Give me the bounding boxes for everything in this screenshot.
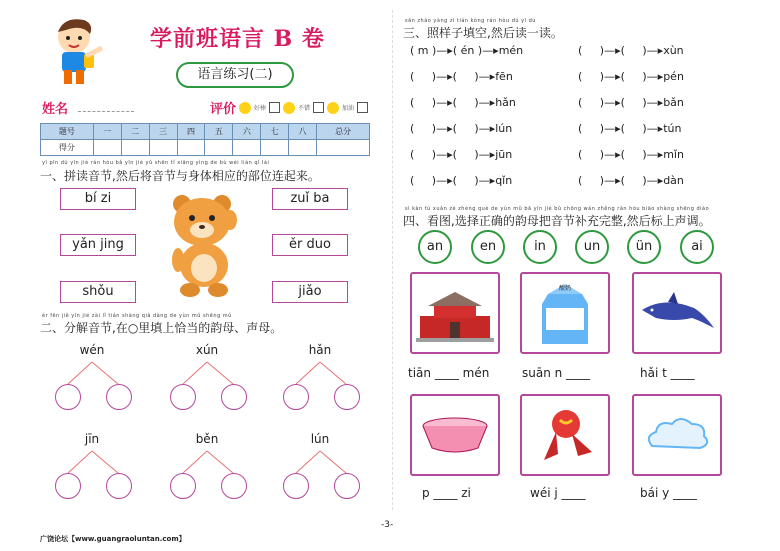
section2-heading: 二、分解音节,在○里填上恰当的韵母、声母。 — [40, 321, 283, 335]
vowel-an: an — [418, 230, 452, 264]
section3-pinyin: sān zhào yàng zi tián kòng rán hòu dú yī dú — [405, 18, 536, 24]
caption-dolphin: hǎi t ____ — [640, 366, 695, 380]
cloud-icon — [634, 396, 720, 474]
answer-circle[interactable] — [170, 384, 196, 410]
vowel-ai: ai — [680, 230, 714, 264]
answer-circle[interactable] — [106, 473, 132, 499]
pinyin-box-jiao: jiǎo — [272, 281, 348, 303]
page-number: -3- — [381, 520, 394, 530]
page-divider — [392, 10, 393, 510]
tree-syllable-jin: jīn — [84, 432, 100, 446]
pinyin-box-yanjing: yǎn jing — [60, 234, 136, 256]
tree-syllable-ben: běn — [195, 432, 219, 446]
section2-pinyin: èr fēn jiě yīn jié zài lǐ tián shàng qià dàng de yùn mǔ shēng mǔ — [42, 313, 232, 319]
seq-row-left-3[interactable]: ( )—▸( )—▸lún — [410, 122, 513, 135]
tree-syllable-wen: wén — [79, 343, 105, 357]
section3-heading: 三、照样子填空,然后读一读。 — [403, 26, 563, 40]
caption-scarf: wéi j ____ — [530, 486, 586, 500]
answer-circle[interactable] — [170, 473, 196, 499]
evaluation: 评价 好棒 不错 加油 — [210, 98, 368, 117]
answer-circle[interactable] — [283, 384, 309, 410]
seq-row-right-5[interactable]: ( )—▸( )—▸mǐn — [578, 148, 684, 161]
answer-circle[interactable] — [55, 473, 81, 499]
subtitle: 语言练习(二) — [176, 62, 294, 88]
tree-syllable-xun: xún — [195, 343, 219, 357]
pinyin-box-erduo: ěr duo — [272, 234, 348, 256]
svg-text:酸奶: 酸奶 — [558, 285, 572, 292]
answer-circle[interactable] — [334, 384, 360, 410]
tree-syllable-han: hǎn — [308, 343, 332, 357]
seq-row-example: ( m )—▸( én )—▸mén — [410, 44, 524, 57]
seq-row-left-2[interactable]: ( )—▸( )—▸hǎn — [410, 96, 516, 109]
seq-row-right-1[interactable]: ( )—▸( )—▸xùn — [578, 44, 684, 57]
scarf-icon — [522, 396, 608, 474]
picture-basin — [410, 394, 500, 476]
answer-circle[interactable] — [55, 384, 81, 410]
section1-pinyin: yī pīn dú yīn jié rán hòu bǎ yīn jié yǔ shēn tǐ xiāng yìng de bù wèi lián qǐ lái — [42, 160, 270, 166]
pinyin-box-bizi: bí zi — [60, 188, 136, 210]
seq-row-right-6[interactable]: ( )—▸( )—▸dàn — [578, 174, 684, 187]
vowel-u-umlaut-n: ün — [627, 230, 661, 264]
seq-row-right-3[interactable]: ( )—▸( )—▸bǎn — [578, 96, 684, 109]
pinyin-box-zuiba: zuǐ ba — [272, 188, 348, 210]
answer-circle[interactable] — [221, 473, 247, 499]
caption-cloud: bái y ____ — [640, 486, 698, 500]
seq-row-left-4[interactable]: ( )—▸( )—▸jūn — [410, 148, 513, 161]
page-title: 学前班语言 B 卷 — [150, 26, 325, 52]
seq-row-left-5[interactable]: ( )—▸( )—▸qǐn — [410, 174, 513, 187]
seq-row-right-4[interactable]: ( )—▸( )—▸tún — [578, 122, 682, 135]
picture-cloud — [632, 394, 722, 476]
answer-circle[interactable] — [334, 473, 360, 499]
eval-label: 评价 — [210, 102, 237, 117]
answer-circle[interactable] — [106, 384, 132, 410]
caption-tiananmen: tiān ____ mén — [408, 366, 490, 380]
vowel-in: in — [523, 230, 557, 264]
vowel-un: un — [575, 230, 609, 264]
section4-heading: 四、看图,选择正确的韵母把音节补充完整,然后标上声调。 — [403, 214, 711, 228]
yogurt-carton-icon — [522, 274, 608, 352]
basin-icon — [412, 396, 498, 474]
picture-tiananmen — [410, 272, 500, 354]
footer-source: 广饶论坛【www.guangraoluntan.com】 — [40, 535, 186, 543]
score-table: 题号 一 二 三 四 五 六 七 八 总分 得分 — [40, 123, 370, 156]
picture-dolphin — [632, 272, 722, 354]
name-label: 姓名 — [42, 102, 69, 117]
dolphin-icon — [634, 274, 720, 352]
picture-scarf — [520, 394, 610, 476]
picture-yogurt — [520, 272, 610, 354]
answer-circle[interactable] — [283, 473, 309, 499]
seq-row-left-1[interactable]: ( )—▸( )—▸fēn — [410, 70, 513, 83]
tiananmen-icon — [412, 274, 498, 352]
tree-connectors — [0, 0, 392, 520]
tree-syllable-lun: lún — [310, 432, 330, 446]
caption-basin: p ____ zi — [422, 486, 471, 500]
section4-pinyin: sì kàn tú xuǎn zé zhèng què de yùn mǔ bǎ yīn jié bǔ chōng wán zhěng rán hòu biāo shàng shēng diào — [405, 206, 710, 212]
pinyin-box-shou: shǒu — [60, 281, 136, 303]
seq-row-right-2[interactable]: ( )—▸( )—▸pén — [578, 70, 684, 83]
vowel-en: en — [471, 230, 505, 264]
answer-circle[interactable] — [221, 384, 247, 410]
section1-heading: 一、拼读音节,然后将音节与身体相应的部位连起来。 — [40, 169, 320, 183]
caption-yogurt: suān n ____ — [522, 366, 591, 380]
